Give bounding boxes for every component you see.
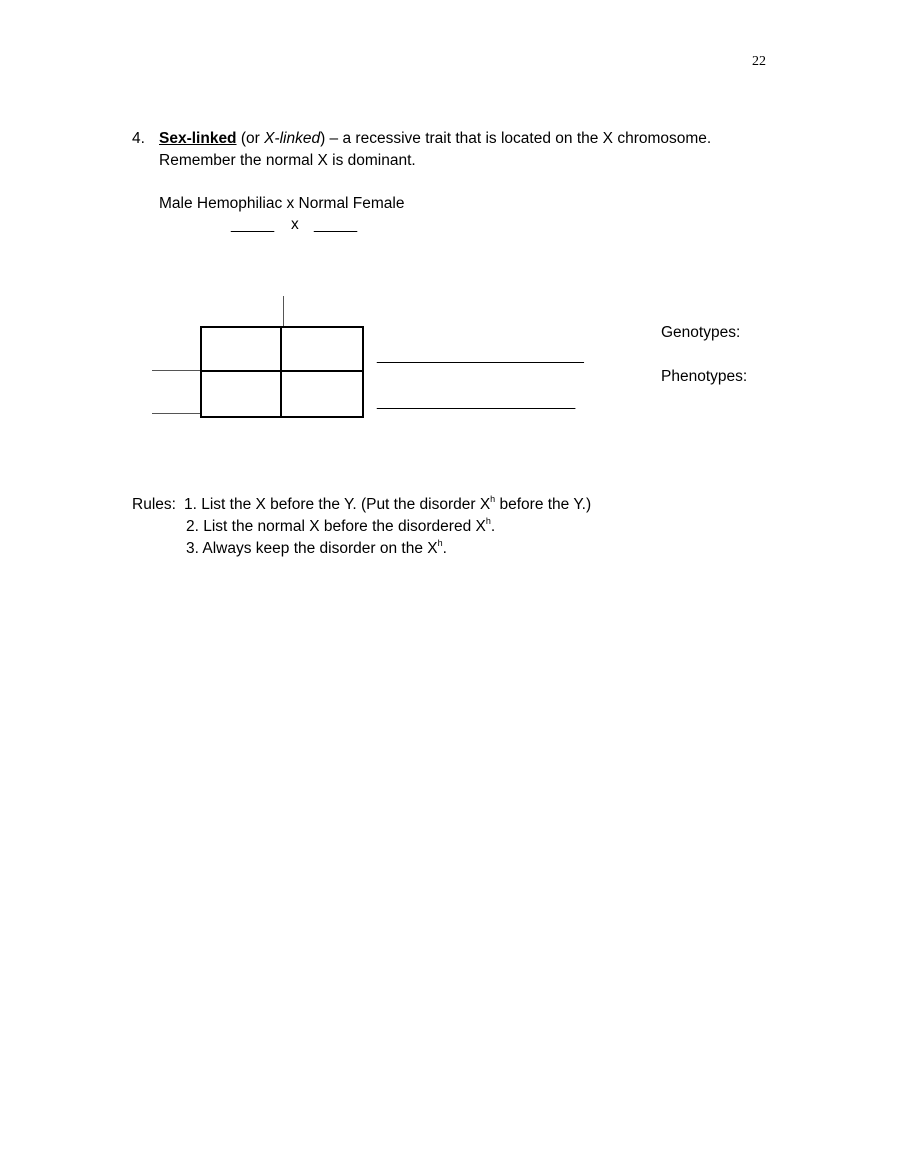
punnett-cell [202,328,282,372]
punnett-left-line-1 [152,370,200,371]
punnett-cell [282,328,362,372]
rule-2-text: 2. List the normal X before the disordered X [186,518,486,535]
rule-1-superscript: h [490,493,496,504]
term-x-linked: X-linked [264,130,321,147]
phenotype-answer-line: _______________________ [377,393,576,410]
item-definition-line2: Remember the normal X is dominant. [159,152,416,169]
rule-3-superscript: h [437,537,443,548]
cross-blank-left: _____ [231,216,275,233]
rule-3-text: 3. Always keep the disorder on the X [186,540,438,557]
term-sex-linked: Sex-linked [159,130,237,147]
punnett-left-line-2 [152,413,200,414]
definition-rest: ) – a recessive trait that is located on the X chromosome. [320,130,712,147]
punnett-square [200,326,364,418]
cross-blank-right: _____ [314,216,358,233]
cross-x-symbol: x [291,216,299,233]
rule-3-text-end: . [442,540,447,557]
punnett-top-divider [283,296,284,326]
rule-2 [186,517,495,537]
rule-2-text-end: . [490,518,496,535]
rule-2-superscript: h [485,515,491,526]
item-number: 4. [132,130,145,147]
rule-1 [184,495,591,515]
punnett-cell [202,372,282,416]
item-definition-line1 [159,129,711,149]
genotype-answer-line: ________________________ [377,347,584,364]
rule-1-text-end: before the Y.) [495,496,592,513]
rule-1-text: 1. List the X before the Y. (Put the disorder X [184,496,491,513]
cross-title: Male Hemophiliac x Normal Female [159,195,405,212]
punnett-cell [282,372,362,416]
paren-open: (or [236,130,265,147]
rule-3 [186,539,447,559]
phenotypes-label: Phenotypes: [661,368,748,385]
page-number: 22 [752,54,766,69]
rules-label: Rules: [132,496,176,513]
genotypes-label: Genotypes: [661,324,741,341]
